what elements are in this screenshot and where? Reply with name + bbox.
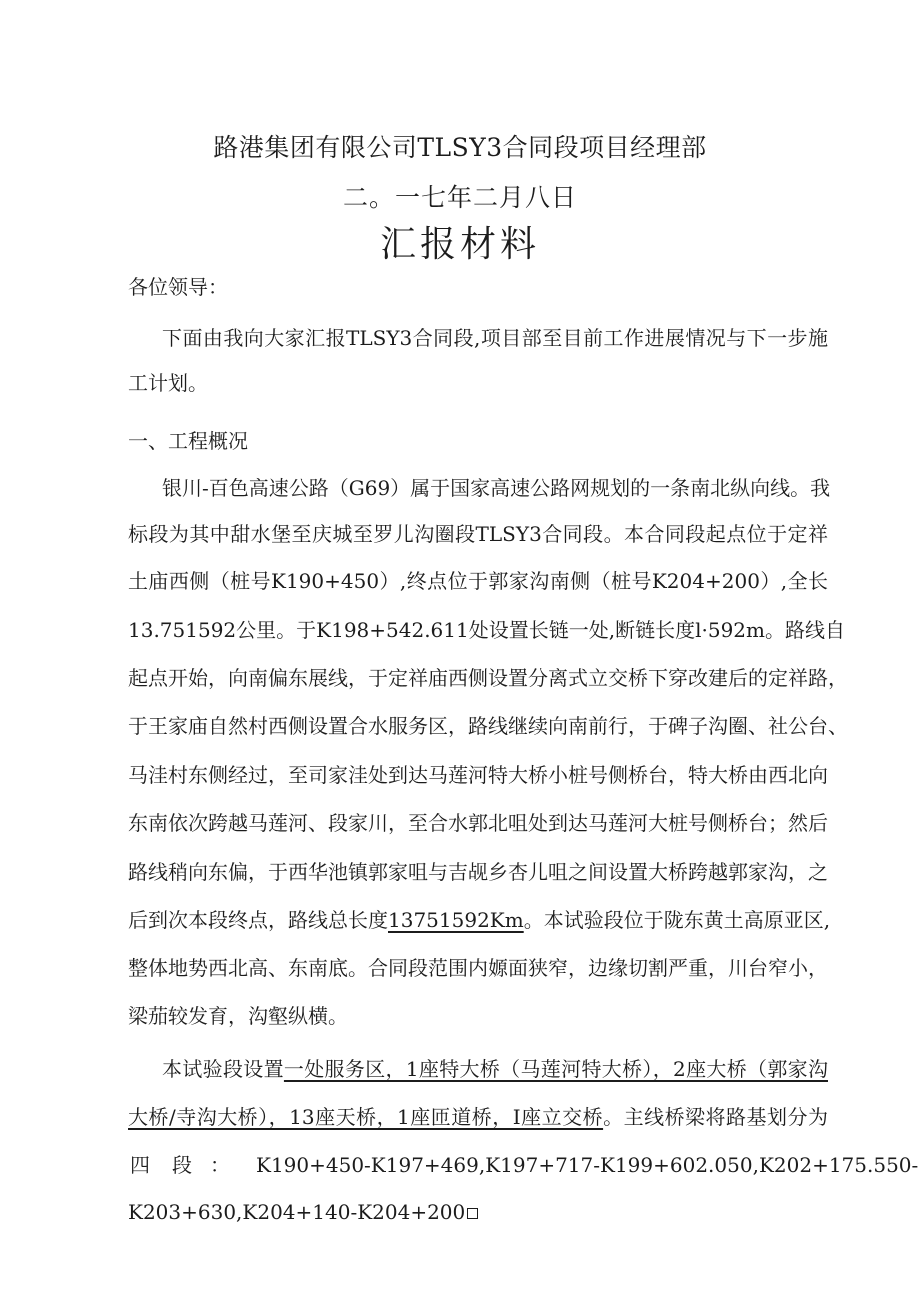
overview-line-10 (128, 905, 831, 935)
overview-line-8: 东南依次跨越马莲河、段家川，至合水郭北咀处到达马莲河大桩号侧桥台；然后 (128, 811, 828, 835)
document-title: 汇报材料 (379, 224, 540, 265)
facilities-line-1-before: 本试验段设置 (162, 1057, 284, 1081)
segments-char-si: 四 (130, 1153, 150, 1177)
overview-line-1: 银川-百色高速公路（G69）属于国家高速公路网规划的一条南北纵向线。我 (162, 476, 831, 500)
section-heading-overview: 一、工程概况 (128, 429, 248, 453)
total-length-value: 13751592Km (388, 908, 524, 932)
overview-line-12: 梁茄较发育，沟壑纵横。 (128, 1004, 348, 1028)
overview-line-10-after: 。本试验段位于陇东黄土高原亚区, (523, 908, 831, 932)
segments-last-values: K203+630,K204+140-K204+200 (128, 1200, 466, 1224)
facilities-line-2-after: 。主线桥梁将路基划分为 (603, 1105, 829, 1129)
document-date: 二。一七年二月八日 (342, 183, 577, 212)
segments-char-duan: 段 (172, 1153, 192, 1177)
facilities-line-2 (128, 1102, 828, 1132)
overview-line-2: 标段为其中甜水堡至庆城至罗儿沟圈段TLSY3合同段。本合同段起点位于定祥 (128, 522, 828, 546)
overview-line-3: 土庙西侧（桩号K190+450）,终点位于郭家沟南侧（桩号K204+200）,全长 (128, 569, 828, 593)
facilities-line-1 (162, 1054, 828, 1084)
overview-line-11: 整体地势西北高、东南底。合同段范围内嫄面狭窄，边缘切割严重，川台窄小， (128, 956, 828, 980)
intro-line-2: 工计划。 (128, 371, 208, 395)
overview-line-9: 路线稍向东偏，于西华池镇郭家咀与吉觇乡杏儿咀之间设置大桥跨越郭家沟，之 (128, 860, 828, 884)
facilities-list-part2: 大桥/寺沟大桥），13座天桥，1座匝道桥，I座立交桥 (128, 1105, 604, 1129)
segments-values: K190+450-K197+469,K197+717-K199+602.050,K202+175.550- (256, 1153, 919, 1177)
salutation: 各位领导： (128, 275, 228, 299)
segments-colon: ： (210, 1153, 230, 1177)
overview-line-6: 于王家庙自然村西侧设置合水服务区，路线继续向南前行，于碑子沟圈、社公台、 (128, 714, 848, 738)
segments-last-line (128, 1197, 828, 1227)
overview-line-7: 马洼村东侧经过，至司家洼处到达马莲河特大桥小桩号侧桥台，特大桥由西北向 (128, 763, 828, 787)
overview-line-4: 13.751592公里。于K198+542.611处设置长链一处,断链长度l·592m。路线自 (128, 618, 845, 642)
organization-name: 路港集团有限公司TLSY3合同段项目经理部 (213, 133, 707, 162)
overview-line-5: 起点开始，向南偏东展线，于定祥庙西侧设置分离式立交桥下穿改建后的定祥路， (128, 666, 848, 690)
intro-line-1: 下面由我向大家汇报TLSY3合同段,项目部至目前工作进展情况与下一步施 (162, 326, 828, 350)
square-glyph-icon (467, 1208, 478, 1219)
overview-line-10-before: 后到次本段终点，路线总长度 (128, 908, 388, 932)
facilities-list-part1: 一处服务区，1座特大桥（马莲河特大桥），2座大桥（郭家沟 (283, 1057, 828, 1081)
